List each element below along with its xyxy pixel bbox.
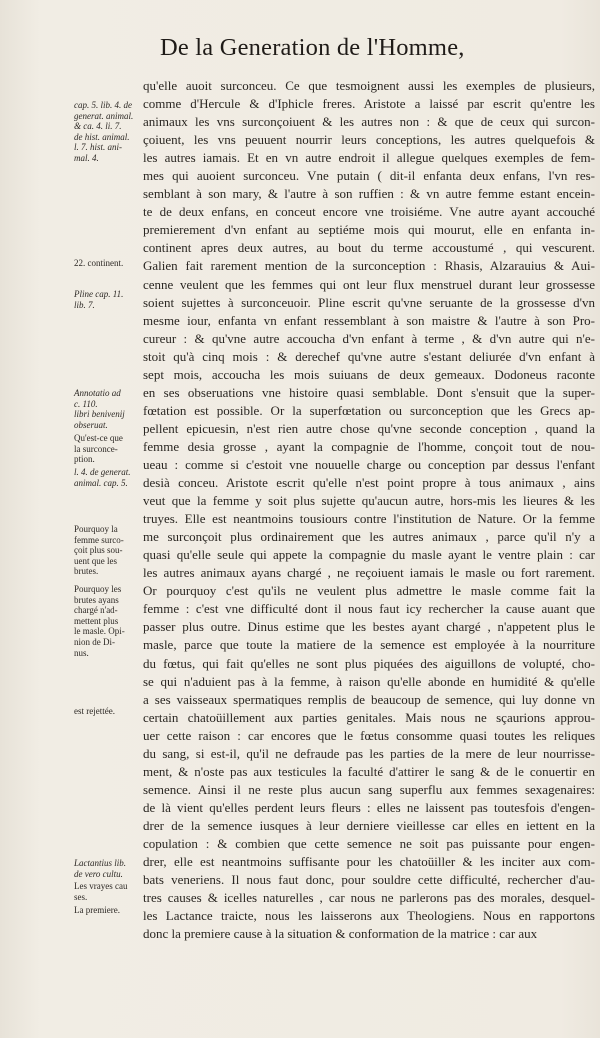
margin-note-line: est rejettée. <box>74 706 115 716</box>
text-line: du sang, si est-il, qu'il ne defraude pas les parties de la mere de leur nourrisse- <box>143 745 595 761</box>
text-line: drer, elle est neantmoins suffisante pour les chatoüiller & les inciter aux com- <box>143 854 595 870</box>
text-line: mesme iour, enfanta vn enfant ressemblant à son maistre & l'autre à son Pro- <box>143 312 595 328</box>
margin-note-line: Pourquoy la <box>74 524 118 534</box>
margin-note-line: ption. <box>74 454 95 465</box>
margin-note <box>74 289 140 310</box>
margin-note <box>74 706 140 717</box>
margin-note-line: lib. 7. <box>74 299 95 310</box>
margin-note-line: l. 7. hist. ani- <box>74 142 123 153</box>
text-line: a ses vaisseaux spermatiques remplis de beaucoup de semence, qui luy donne vn <box>143 691 595 707</box>
text-line: femme : c'est vne difficulté dont il nous faut icy rechercher la cause auant que <box>143 601 595 617</box>
text-line: cenne veulent que les femmes qui ont leur flux menstruel durant leur grossesse <box>143 276 595 292</box>
margin-note-line: cap. 5. lib. 4. de <box>74 100 132 110</box>
text-line: en ses obseruations vne histoire quasi semblable. Dont s'ensuit que la super- <box>143 384 595 400</box>
text-line: fœtation est possible. Or la superfœtation ou surconception que les Grecs ap- <box>143 402 595 418</box>
margin-note-line: Qu'est-ce que <box>74 433 123 443</box>
margin-note-line: 22. continent. <box>74 258 124 268</box>
text-line: drer de la semence iusques à leur derniere vieillesse car elles en iettent en la <box>143 817 595 833</box>
text-line: tres causes & icelles naturelles , car nous ne parlerons pas des morales, desquel- <box>143 890 595 906</box>
margin-note-line: de vero cultu. <box>74 868 123 879</box>
margin-note-line: mal. 4. <box>74 152 99 163</box>
text-line: semence. Ainsi il ne reste plus aucun sang superflu aux femmes sexagenaires: <box>143 781 595 797</box>
margin-note <box>74 524 140 577</box>
margin-note-line: ses. <box>74 891 88 902</box>
text-line: sept mois, accoucha les mois suiuans de deux gemeaux. Dodoneus raconte <box>143 366 595 382</box>
text-line: quasi qu'elle seule qui appete la compagnie du masle ayant le ventre plain : car <box>143 547 595 563</box>
text-line: certain chatoüillement aux parties genitales. Mais nous ne sçaurions approu- <box>143 709 595 725</box>
text-line: bats veneriens. Il nous faut donc, pour souldre cette difficulté, rechercher d'au- <box>143 872 595 888</box>
margin-note-line: de hist. animal. <box>74 131 130 142</box>
margin-note-line: nion de Di- <box>74 636 115 647</box>
margin-note <box>74 467 140 488</box>
text-line: animaux les vns surconçoiuent & les autres non : & que de ceux qui surcon- <box>143 114 595 130</box>
text-line: premierement d'vn enfant au septiéme mois qui mourut, elle en enfanta in- <box>143 222 595 238</box>
margin-note-line: nus. <box>74 647 89 658</box>
text-line: te de deux enfans, en conceut encore vne troisiéme. Vne autre ayant accouché <box>143 204 595 220</box>
text-line: donc la premiere cause à la situation & conformation de la matrice : car aux <box>143 926 538 942</box>
text-line: de là vient qu'elles perdent leurs fleurs : elles ne laissent pas toutesfois d'engen- <box>143 799 595 815</box>
text-line: comme d'Hercule & d'Iphicle freres. Aristote a laissé par escrit qu'entre les <box>143 96 595 112</box>
margin-note-line: & ca. 4. li. 7. <box>74 121 122 132</box>
margin-note-line: brutes ayans <box>74 594 119 605</box>
margin-note-line: c. 110. <box>74 398 98 409</box>
text-line: ment, & n'oste pas aux testicules la faculté d'attirer le sang & de le conuertir en <box>143 763 595 779</box>
margin-note-line: Les vrayes cau <box>74 881 128 891</box>
margin-note-line: Pline cap. 11. <box>74 289 124 299</box>
text-line: stoit qu'à cinq mois : & derechef qu'vne autre s'estant deliurée d'vn enfant à <box>143 348 595 364</box>
text-line: çoiuent, les vns peuuent nourrir leurs conceptions, les autres quelquefois & <box>143 132 595 148</box>
text-line: uer cette raison : car encores que le fœtus consomme quasi toutes les reliques <box>143 727 595 743</box>
margin-note <box>74 258 140 269</box>
text-line: les autres animaux ayans chargé , ne reçoiuent iamais le masle ou fort rarement. <box>143 565 595 581</box>
running-head: De la Generation de l'Homme, <box>160 34 465 61</box>
text-line: se qui n'aduient pas à la femme, à raison qu'elle abonde en humidité & qu'elle <box>143 673 595 689</box>
text-line: soient sujettes à surconceuoir. Pline escrit qu'vne seruante de la grossesse d'vn <box>143 294 595 310</box>
margin-note-line: çoit plus sou- <box>74 545 123 556</box>
text-line: qu'elle auoit surconceu. Ce que tesmoignent aussi les exemples de plusieurs, <box>143 78 595 93</box>
margin-note-line: femme surco- <box>74 534 124 545</box>
margin-note-line: Lactantius lib. <box>74 858 127 868</box>
main-text-column <box>143 77 595 943</box>
text-line: Galien fait rarement mention de la surconception : Rhasis, Alzarauius & Aui- <box>143 258 595 274</box>
margin-note <box>74 433 140 465</box>
margin-note <box>74 858 140 879</box>
text-line: les Lactance traicte, nous les laisserons aux Theologiens. Nous en rapportons <box>143 908 595 924</box>
text-line: les autres iamais. Et en vn autre endroit il allegue quelques exemples de fem- <box>143 150 595 166</box>
margin-note-line: Annotatio ad <box>74 388 121 398</box>
text-line: pellent epicuesin, n'est rien autre chose qu'vne seconde conception , quand la <box>143 420 595 436</box>
text-line: copulation : & combien que cette semence ne soit pas puissante pour engen- <box>143 835 595 851</box>
margin-note-line: obseruat. <box>74 419 108 430</box>
text-line: passer plus outre. Dinus estime que les bestes ayant chargé , n'appetent plus le <box>143 619 595 635</box>
margin-note-line: la surconce- <box>74 443 118 454</box>
text-line: truyes. Elle est neantmoins tousiours contre l'institution de Nature. Or la femme <box>143 511 595 527</box>
text-line: semblant à son mary, & l'autre à son ruffien : & vn autre femme estant encein- <box>143 186 595 202</box>
margin-note-line: libri benivenij <box>74 409 125 420</box>
text-line: masle, parce que toute la matiere de la semence est employée à la nourriture <box>143 637 595 653</box>
margin-note-line: l. 4. de generat. <box>74 467 131 477</box>
text-line: continent apres deux autres, au bout du terme accoustumé , qui vescurent. <box>143 240 595 256</box>
margin-note-line: brutes. <box>74 566 99 577</box>
margin-note-line: le masle. Opi- <box>74 626 125 637</box>
margin-note <box>74 881 140 902</box>
text-line: cureur : & qu'vne autre accoucha d'vn enfant à terme , & d'vn autre qui n'e- <box>143 330 595 346</box>
margin-note-line: La premiere. <box>74 905 120 915</box>
text-line: veut que la femme y soit plus sujette qu'aucun autre, hors-mis les lieures & les <box>143 493 595 509</box>
margin-note-line: mettent plus <box>74 615 119 626</box>
text-line: femme desia grosse , ayant la compagnie de l'homme, conçoit tout de nou- <box>143 438 595 454</box>
margin-note <box>74 100 140 164</box>
text-line: du fœtus, qui fait qu'elles ne sont plus piquées des aiguillons de volupté, cho- <box>143 655 595 671</box>
text-line: me surconçoit plus ordinairement que les autres animaux , parce qu'il n'y a <box>143 529 595 545</box>
margin-note <box>74 388 140 430</box>
margin-note-line: animal. cap. 5. <box>74 477 128 488</box>
margin-note-line: uent que les <box>74 555 117 566</box>
margin-note-line: chargé n'ad- <box>74 605 118 616</box>
text-line: mes qui auoient surconceu. Vne putain ( dit-il enfanta deux enfans, l'vn res- <box>143 168 595 184</box>
text-line: ueau : comme si c'estoit vne nouuelle charge ou conception par dessus l'enfant <box>143 456 595 472</box>
text-line: Or pourquoy c'est qu'ils ne veulent plus admettre le masle comme fait la <box>143 583 595 599</box>
text-line: desià conceu. Aristote escrit qu'elle n'est point propre à tous animaux , ains <box>143 475 595 491</box>
margin-note-line: Pourquoy les <box>74 584 122 594</box>
margin-note <box>74 584 140 658</box>
margin-note-line: generat. animal. <box>74 110 134 121</box>
margin-note <box>74 905 140 916</box>
